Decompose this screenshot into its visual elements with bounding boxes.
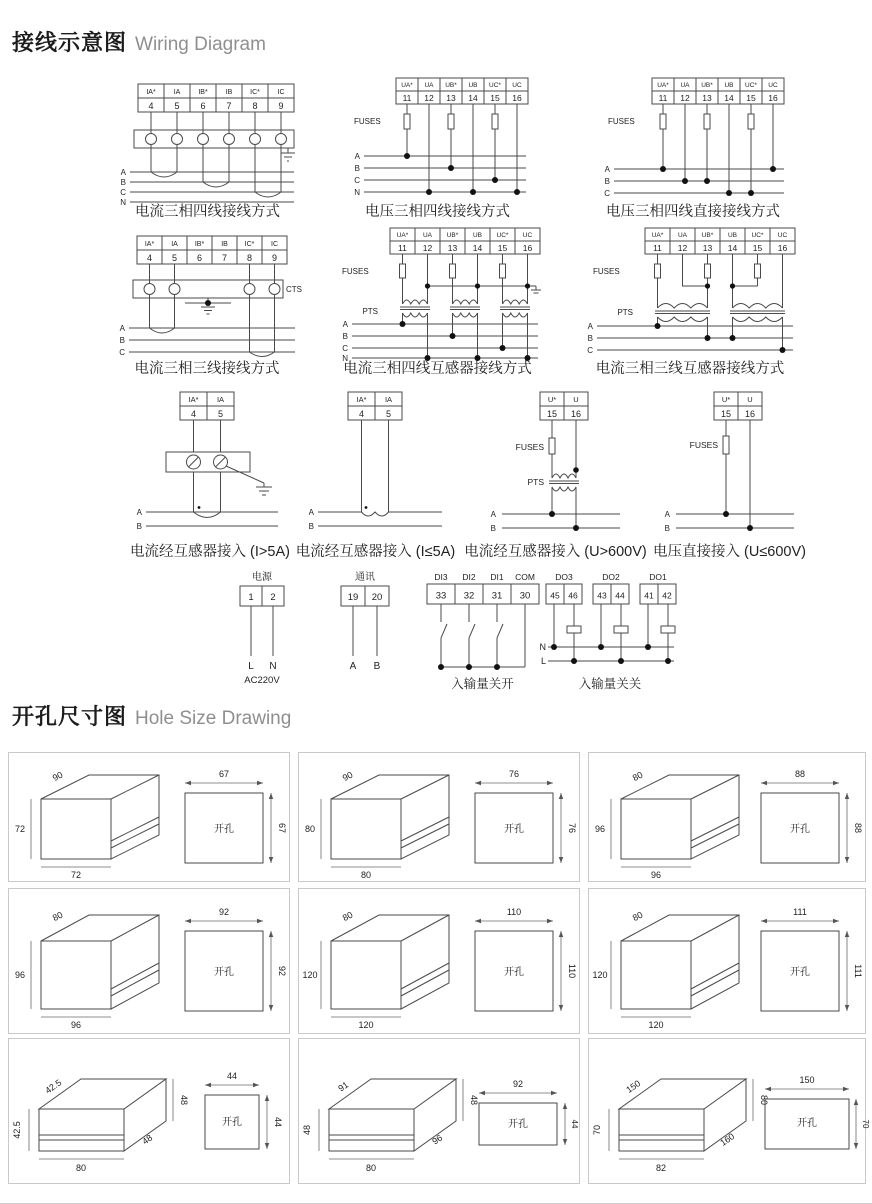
fuses-label: FUSES	[593, 267, 620, 276]
terminal-number: 9	[278, 101, 284, 111]
terminal-number: 15	[746, 93, 756, 103]
dim-hole-width: 67	[218, 769, 230, 779]
phase-label: A	[120, 168, 126, 177]
terminal-label: UA	[424, 82, 434, 89]
comm-title: 通讯	[355, 572, 375, 583]
terminal-label: UB*	[701, 82, 713, 89]
power-title: 电源	[252, 572, 272, 583]
phase-label: B	[490, 524, 496, 533]
terminal-number: 15	[752, 243, 763, 253]
phase-label: A	[354, 152, 360, 161]
terminal-label: IA	[216, 395, 225, 404]
phase-label: B	[354, 164, 360, 173]
terminal-number: 30	[519, 590, 531, 602]
pt-symbol	[500, 300, 530, 317]
dim-hole-height: 76	[567, 822, 577, 834]
terminal-number: 2	[270, 592, 276, 603]
dim-hole-width: 150	[799, 1075, 815, 1085]
dim-side: 48	[140, 1132, 155, 1147]
dim-height: 48	[302, 1124, 312, 1136]
caption: 入输量关开	[451, 677, 514, 691]
hole-section-title	[12, 700, 291, 731]
terminal-number: 11	[658, 93, 668, 103]
diagram-digital-outputs	[540, 570, 680, 680]
dim-height: 96	[14, 970, 26, 980]
terminal-number: 14	[727, 243, 738, 253]
dim-hole-height: 92	[277, 965, 287, 977]
hole-size-cell	[8, 888, 290, 1034]
dim-hole-width: 88	[794, 769, 806, 779]
terminal-label: IC*	[250, 89, 260, 96]
terminal-label: IB*	[198, 89, 208, 96]
phase-label: N	[354, 188, 360, 197]
phase-label: A	[342, 320, 348, 329]
terminal-number: 5	[171, 253, 178, 263]
terminal-number: 15	[490, 93, 500, 103]
dim-hole-height: 67	[277, 822, 287, 834]
dim-depth: 90	[340, 769, 355, 784]
phase-label: N	[342, 354, 348, 363]
hole-size-cell	[588, 1038, 870, 1184]
dim-height: 120	[592, 970, 608, 980]
diagram-power	[222, 570, 302, 690]
terminal-number: 4	[148, 101, 154, 111]
caption: 电压三相四线直接接线方式	[606, 204, 780, 220]
dim-height: 70	[592, 1124, 602, 1136]
dim-depth: 80	[630, 769, 645, 784]
dim-height: 72	[14, 824, 26, 834]
terminal-label: UC	[777, 232, 788, 239]
wiring-section-title	[12, 26, 266, 57]
hole-label: 开孔	[508, 1119, 528, 1130]
caption: 电流三相四线互感器接线方式	[343, 361, 532, 377]
dim-width: 72	[70, 870, 82, 880]
terminal-label: UC*	[751, 232, 764, 239]
terminal-number: 5	[217, 409, 224, 419]
phase-label: B	[120, 178, 126, 187]
diagram-current-3p3w	[115, 232, 300, 362]
phase-label: B	[587, 334, 593, 343]
dim-right: 48	[469, 1094, 479, 1106]
ground-symbol	[201, 307, 215, 314]
terminal-label: UA	[677, 232, 688, 239]
dim-hole-width: 44	[226, 1071, 238, 1081]
bus-label: L	[540, 656, 546, 666]
hole-size-cell	[8, 752, 290, 882]
terminal-label: IA*	[188, 395, 199, 404]
terminal-number: 11	[398, 243, 407, 253]
terminal-number: 16	[512, 93, 522, 103]
do-header: DO2	[602, 572, 620, 582]
hole-label: 开孔	[790, 824, 810, 835]
terminal-number: 14	[724, 93, 734, 103]
lead-label: A	[349, 661, 357, 672]
hole-label: 开孔	[504, 967, 524, 978]
phase-label: A	[490, 510, 496, 519]
terminal-number: 4	[190, 409, 197, 419]
pts-label: PTS	[617, 308, 633, 317]
terminal-label: UC	[512, 82, 522, 89]
diagram-ct-input-le5a	[290, 386, 460, 541]
terminal-label: UA*	[651, 232, 664, 239]
terminal-number: 15	[497, 243, 508, 253]
dim-width: 96	[650, 870, 662, 880]
terminal-label: IB*	[194, 241, 205, 248]
terminal-number: 43	[597, 590, 607, 601]
dim-hole-height: 111	[853, 964, 863, 978]
dim-depth: 80	[340, 909, 355, 924]
terminal-label: UB	[727, 232, 738, 239]
diagram-ct-input-gt5a	[118, 386, 303, 541]
terminal-label: IC*	[244, 241, 255, 248]
terminal-label: UA	[422, 232, 433, 239]
dim-depth: 150	[624, 1078, 643, 1095]
diagram-3p4w-pt	[338, 224, 543, 364]
terminal-label: U*	[721, 395, 731, 404]
dim-hole-height: 44	[570, 1119, 579, 1129]
terminal-number: 7	[226, 101, 232, 111]
ground-symbol	[281, 148, 295, 161]
terminal-label: UB*	[446, 232, 459, 239]
terminal-number: 6	[196, 253, 203, 263]
dim-depth: 91	[336, 1079, 351, 1094]
dim-side: 160	[718, 1131, 737, 1148]
caption: 电流经互感器接入 (I>5A)	[130, 544, 290, 560]
hole-size-cell	[588, 888, 866, 1034]
diagram-3p3w-pt	[583, 224, 798, 364]
terminal-number: 31	[491, 590, 503, 602]
terminal-label: IA	[173, 89, 181, 96]
lead-label: L	[248, 661, 254, 672]
terminal-label: UC	[768, 82, 778, 89]
diagram-pt-input-gt600v	[462, 386, 647, 541]
terminal-label: UC*	[496, 232, 509, 239]
hole-size-cell	[298, 1038, 580, 1184]
fuses-label: FUSES	[608, 117, 635, 126]
terminal-number: 11	[653, 243, 662, 253]
caption: 电流三相三线互感器接线方式	[595, 361, 785, 377]
terminal-number: 32	[463, 590, 475, 602]
dim-hole-width: 92	[218, 907, 230, 917]
caption: 入输量关关	[578, 677, 642, 691]
terminal-number: 16	[744, 409, 756, 419]
terminal-label: UB	[724, 82, 734, 89]
terminal-label: IA	[384, 395, 393, 404]
terminal-number: 13	[702, 243, 713, 253]
dim-width: 120	[358, 1020, 374, 1030]
terminal-number: 4	[358, 409, 365, 419]
pt-symbol	[450, 300, 480, 317]
dim-hole-height: 88	[853, 822, 863, 834]
ground-symbol	[226, 466, 272, 495]
phase-label: C	[120, 188, 126, 197]
terminal-label: IA*	[144, 241, 155, 248]
dim-depth: 80	[630, 909, 645, 924]
dim-depth: 80	[50, 909, 65, 924]
fuses-label: FUSES	[689, 440, 718, 450]
dim-depth: 42.5	[43, 1077, 64, 1096]
bus-label: N	[539, 642, 546, 652]
fuses-label: FUSES	[354, 117, 381, 126]
phase-label: C	[354, 176, 360, 185]
terminal-number: 42	[662, 590, 672, 601]
hole-title-zh: 开孔尺寸图	[12, 704, 128, 729]
terminal-number: 41	[644, 590, 654, 601]
phase-label: C	[342, 344, 348, 353]
phase-label: A	[136, 508, 142, 517]
phase-label: A	[119, 324, 125, 333]
pt-symbol	[549, 474, 579, 491]
dim-height: 42.5	[12, 1121, 22, 1139]
terminal-label: UB*	[445, 82, 457, 89]
caption: 电压直接接入 (U≤600V)	[653, 544, 806, 560]
dim-hole-height: 110	[567, 963, 577, 979]
hole-label: 开孔	[790, 967, 810, 978]
lead-label: B	[373, 661, 381, 672]
terminal-label: UB*	[701, 232, 714, 239]
diagram-comm	[325, 570, 405, 690]
phase-label: C	[604, 189, 610, 198]
terminal-number: 7	[221, 253, 228, 263]
phase-label: B	[308, 522, 314, 531]
terminal-label: UB	[472, 232, 483, 239]
terminal-number: 16	[522, 243, 533, 253]
hole-size-cell	[8, 1038, 290, 1184]
dim-hole-width: 110	[506, 907, 522, 917]
do-header: DO1	[649, 572, 667, 582]
terminal-label: UB	[468, 82, 478, 89]
terminal-number: 44	[615, 590, 625, 601]
terminal-number: 14	[472, 243, 483, 253]
dim-right: 48	[179, 1094, 189, 1106]
terminal-number: 12	[422, 243, 433, 253]
terminal-number: 19	[347, 592, 359, 603]
di-header: DI1	[490, 572, 504, 582]
caption: 电流三相四线接线方式	[135, 204, 280, 220]
pt-symbol	[655, 304, 710, 322]
hole-label: 开孔	[214, 824, 234, 835]
terminal-label: UA	[680, 82, 690, 89]
pt-symbol	[730, 304, 785, 322]
terminal-label: UA*	[401, 82, 413, 89]
phase-label: A	[664, 510, 670, 519]
terminal-number: 9	[271, 253, 278, 263]
phase-label: B	[136, 522, 142, 531]
power-note: AC220V	[244, 675, 280, 686]
terminal-number: 16	[570, 409, 582, 419]
diagram-current-3p4w	[118, 80, 298, 205]
terminal-label: IC	[271, 241, 278, 248]
dim-width: 96	[70, 1020, 82, 1030]
hole-size-cell	[588, 752, 866, 882]
terminal-number: 13	[447, 243, 458, 253]
phase-label: B	[664, 524, 670, 533]
terminal-number: 5	[385, 409, 392, 419]
phase-label: B	[604, 177, 610, 186]
phase-label: N	[120, 198, 126, 207]
terminal-label: IA*	[356, 395, 367, 404]
hole-size-cell	[298, 752, 580, 882]
terminal-label: IA	[171, 241, 178, 248]
dim-hole-width: 92	[512, 1079, 524, 1089]
cts-label: CTS	[286, 285, 302, 294]
fuses-label: FUSES	[342, 267, 369, 276]
hole-size-cell	[298, 888, 580, 1034]
pts-label: PTS	[362, 307, 378, 316]
terminal-number: 1	[248, 592, 254, 603]
terminal-label: IB	[225, 89, 233, 96]
pts-label: PTS	[527, 477, 544, 487]
terminal-label: IA*	[146, 89, 156, 96]
dim-hole-width: 111	[793, 907, 807, 917]
terminal-number: 45	[550, 590, 560, 601]
dim-height: 120	[302, 970, 318, 980]
terminal-number: 6	[200, 101, 206, 111]
dim-side: 96	[430, 1132, 445, 1147]
do-header: DO3	[555, 572, 573, 582]
caption: 电流经互感器接入 (U>600V)	[464, 544, 647, 560]
caption: 电流经互感器接入 (I≤5A)	[295, 544, 456, 560]
terminal-label: U	[747, 395, 753, 404]
phase-label: B	[342, 332, 348, 341]
wiring-title-en: Wiring Diagram	[135, 34, 266, 55]
diagram-voltage-3p4w	[350, 74, 530, 204]
phase-label: A	[587, 322, 593, 331]
wiring-title-zh: 接线示意图	[12, 30, 128, 55]
di-header: DI3	[434, 572, 448, 582]
hole-label: 开孔	[504, 824, 524, 835]
terminal-label: U	[573, 395, 579, 404]
di-header: COM	[515, 572, 535, 582]
caption: 电压三相四线接线方式	[365, 204, 510, 220]
terminal-number: 13	[702, 93, 712, 103]
terminal-label: UC*	[745, 82, 757, 89]
dim-hole-height: 70	[861, 1119, 870, 1129]
dim-hole-height: 44	[273, 1116, 283, 1128]
hole-label: 开孔	[214, 967, 234, 978]
diagram-voltage-3p4w-direct	[594, 74, 789, 204]
terminal-number: 15	[720, 409, 732, 419]
phase-label: A	[308, 508, 314, 517]
terminal-number: 13	[446, 93, 456, 103]
terminal-number: 12	[424, 93, 434, 103]
terminal-label: UA*	[396, 232, 409, 239]
diagram-digital-inputs	[425, 570, 540, 680]
terminal-label: U*	[547, 395, 557, 404]
dim-depth: 90	[50, 769, 65, 784]
dim-height: 80	[304, 824, 316, 834]
dim-hole-width: 76	[508, 769, 520, 779]
dim-width: 120	[648, 1020, 664, 1030]
terminal-number: 8	[252, 101, 258, 111]
terminal-label: IB	[221, 241, 228, 248]
phase-label: B	[119, 336, 125, 345]
dim-width: 80	[365, 1163, 377, 1173]
terminal-number: 46	[568, 590, 578, 601]
hole-title-en: Hole Size Drawing	[135, 708, 292, 729]
terminal-number: 12	[680, 93, 690, 103]
di-header: DI2	[462, 572, 476, 582]
terminal-label: UA*	[657, 82, 669, 89]
caption: 电流三相三线接线方式	[134, 361, 280, 377]
terminal-number: 20	[371, 592, 383, 603]
terminal-label: IC	[277, 89, 285, 96]
terminal-number: 16	[777, 243, 788, 253]
terminal-label: UC	[522, 232, 533, 239]
terminal-number: 11	[402, 93, 412, 103]
terminal-number: 8	[246, 253, 253, 263]
dim-width: 80	[360, 870, 372, 880]
hole-label: 开孔	[222, 1117, 242, 1128]
terminal-number: 12	[677, 243, 688, 253]
phase-label: C	[587, 346, 593, 355]
diagram-voltage-direct-le600v	[636, 386, 821, 541]
phase-label: A	[604, 165, 610, 174]
dim-right: 80	[759, 1094, 769, 1106]
terminal-label: UC*	[489, 82, 501, 89]
dim-width: 80	[75, 1163, 87, 1173]
terminal-number: 5	[174, 101, 180, 111]
lead-label: N	[269, 661, 277, 672]
dim-width: 82	[655, 1163, 667, 1173]
dim-height: 96	[594, 824, 606, 834]
terminal-number: 33	[435, 590, 447, 602]
terminal-number: 4	[146, 253, 153, 263]
hole-label: 开孔	[797, 1118, 817, 1129]
phase-label: C	[119, 348, 125, 357]
terminal-number: 16	[768, 93, 778, 103]
pt-symbol	[400, 300, 430, 317]
terminal-number: 14	[468, 93, 478, 103]
terminal-number: 15	[546, 409, 558, 419]
fuses-label: FUSES	[515, 442, 544, 452]
